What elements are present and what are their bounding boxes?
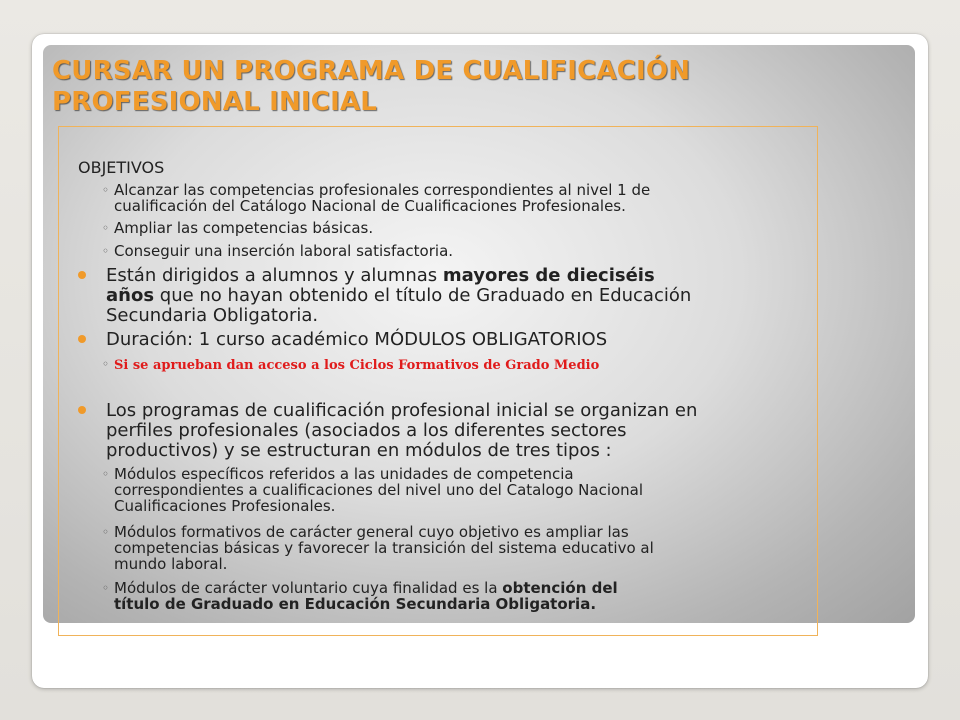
objetivo-item: ◦ Ampliar las competencias básicas. — [102, 219, 374, 237]
modulo-item: ◦ Módulos formativos de carácter general cuyo objetivo es ampliar las competencias básicas y favorecer la transición del sistema educativo al mundo laboral. — [102, 523, 654, 573]
sub-bullet-icon: ◦ — [102, 467, 110, 481]
sub-bullet-icon: ◦ — [102, 221, 110, 235]
title-line-1: CURSAR UN PROGRAMA DE CUALIFICACIÓN — [52, 56, 691, 86]
bullet-icon — [78, 406, 86, 414]
objetivo-item: ◦ Alcanzar las competencias profesionales correspondientes al nivel 1 de cualificación del Catálogo Nacional de Cualificaciones Profesionales. — [102, 181, 651, 215]
duracion-sub-item: ◦ Si se aprueban dan acceso a los Ciclos Formativos de Grado Medio — [102, 357, 600, 373]
modulo-item: ◦ Módulos específicos referidos a las unidades de competencia correspondientes a cualificaciones del nivel uno del Catalogo Nacional Cualificaciones Profesionales. — [102, 465, 644, 515]
bullet-alumnos: Están dirigidos a alumnos y alumnas mayores de dieciséis años que no hayan obtenido el título de Graduado en Educación Secundaria Obligatoria. — [106, 266, 814, 326]
title-line-2: PROFESIONAL INICIAL — [52, 87, 378, 117]
slide-title — [52, 56, 892, 118]
sub-bullet-icon: ◦ — [102, 525, 110, 539]
objetivo-item: ◦ Conseguir una inserción laboral satisfactoria. — [102, 242, 454, 260]
modulo-item: ◦ Módulos de carácter voluntario cuya finalidad es la obtención del título de Graduado en Educación Secundaria Obligatoria. — [102, 579, 618, 613]
objetivos-heading: OBJETIVOS — [78, 158, 165, 177]
sub-bullet-icon: ◦ — [102, 357, 110, 371]
sub-bullet-icon: ◦ — [102, 581, 110, 595]
bullet-icon — [78, 335, 86, 343]
bullet-duracion: Duración: 1 curso académico MÓDULOS OBLIGATORIOS — [106, 330, 814, 350]
sub-bullet-icon: ◦ — [102, 183, 110, 197]
bullet-icon — [78, 271, 86, 279]
bullet-programas: Los programas de cualificación profesional inicial se organizan en perfiles profesionales (asociados a los diferentes sectores productivos) y se estructuran en módulos de tres tipos : — [106, 401, 814, 461]
sub-bullet-icon: ◦ — [102, 244, 110, 258]
